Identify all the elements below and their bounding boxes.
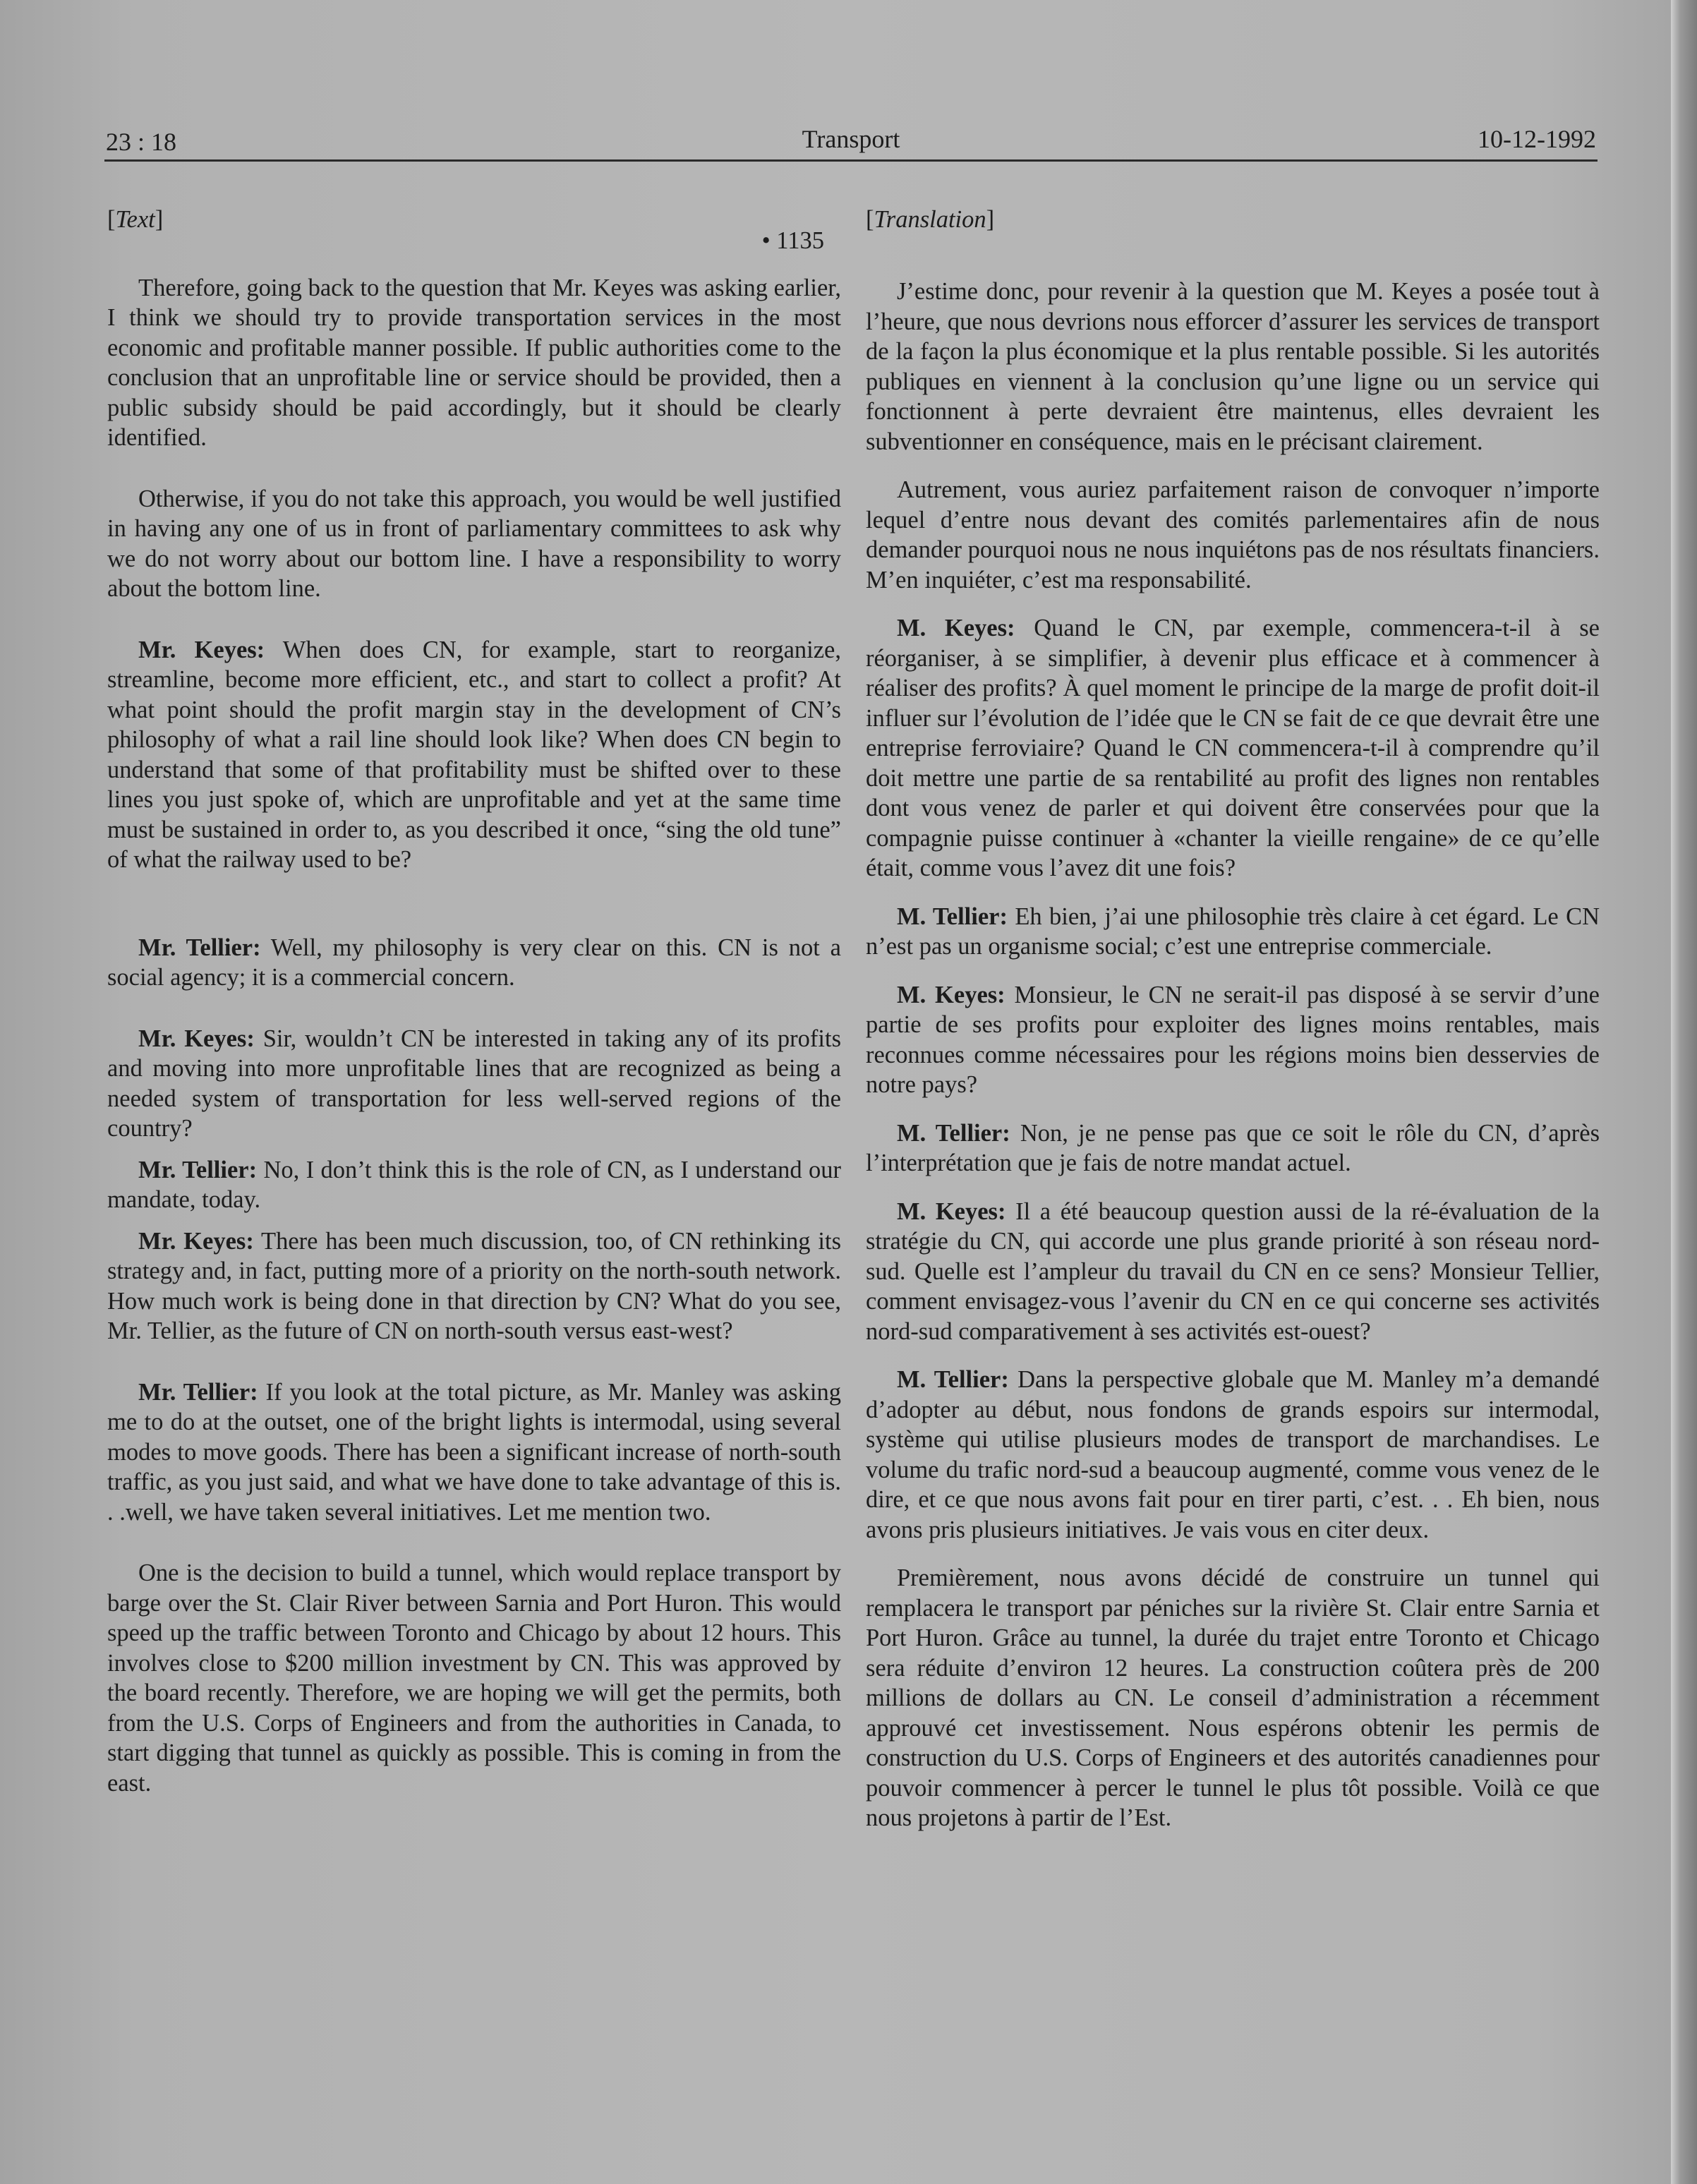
page-header [106, 121, 1596, 161]
french-column [866, 205, 1600, 1833]
speaker-name: M. Keyes: [897, 1197, 1006, 1225]
paragraph: M. Tellier: Non, je ne pense pas que ce soit le rôle du CN, d’après l’interprétation que je fais de notre mandat actuel. [866, 1119, 1600, 1176]
page-number: 23 : 18 [106, 128, 177, 156]
paragraph: Mr. Keyes: There has been much discussion, too, of CN rethinking its strategy and, in fact, putting more of a priority on the north-south network. How much work is being done in that direction by CN? What do you see, Mr. Tellier, as the future of CN on north-south versus east-west? [107, 1227, 841, 1344]
running-title: Transport [802, 125, 900, 153]
speaker-name: Mr. Tellier: [138, 1378, 258, 1406]
paragraph: One is the decision to build a tunnel, which would replace transport by barge over the St. Clair River between Sarnia and Port Huron. This would speed up the traffic between Toronto and Chicago by about 12 hours. This involves close to $200 million investment by CN. This was approved by the board recently. Therefore, we are hoping we will get the permits, both from the U.S. Corps of Engineers and from the authorities in Canada, to start digging that tunnel as quickly as possible. This is coming in from the east. [107, 1559, 841, 1797]
page-date: 10-12-1992 [1478, 125, 1596, 153]
page-edge [1671, 0, 1697, 2184]
paragraph: Therefore, going back to the question that Mr. Keyes was asking earlier, I think we should try to provide transportation services in the most economic and profitable manner possible. If public authorities come to the conclusion that an unprofitable line or service should be provided, then a public subsidy should be paid accordingly, but it should be clearly identified. [107, 274, 841, 451]
speaker-name: M. Keyes: [897, 615, 1015, 641]
speaker-name: M. Tellier: [897, 903, 1008, 930]
paragraph: M. Keyes: Il a été beaucoup question aussi de la ré-évaluation de la stratégie du CN, qui accorde une plus grande priorité à son réseau nord-sud. Quelle est l’ampleur du travail du CN en ce sens? Monsieur Tellier, comment envisagez-vous l’avenir du CN en ce qui concerne ses activités nord-sud comparativement à ses activités est-ouest? [866, 1197, 1600, 1345]
paragraph: Premièrement, nous avons décidé de construire un tunnel qui remplacera le transport par péniches sur la rivière St. Clair entre Sarnia et Port Huron. Grâce au tunnel, la durée du trajet entre Toronto et Chicago sera réduite d’environ 12 heures. La construction coûtera près de 200 millions de dollars au CN. Le conseil d’administration a récemment approuvé cet investissement. Nous espérons obtenir les permis de construction du U.S. Corps of Engineers et des autorités canadiennes pour pouvoir commencer à percer le tunnel le plus tôt possible. Voilà ce que nous projetons à partir de l’Est. [866, 1564, 1600, 1831]
paragraph: Mr. Tellier: No, I don’t think this is the role of CN, as I understand our mandate, today. [107, 1156, 841, 1213]
paragraph: Mr. Tellier: If you look at the total picture, as Mr. Manley was asking me to do at the outset, one of the bright lights is intermodal, using several modes to move goods. There has been a significant increase of north-south traffic, as you just said, and what we have done to take advantage of this is. . .well, we have taken several initiatives. Let me mention two. [107, 1378, 841, 1526]
speaker-name: M. Tellier: [897, 1366, 1009, 1393]
speaker-name: Mr. Keyes: [138, 1025, 255, 1052]
paragraph: Otherwise, if you do not take this approach, you would be well justified in having any one of us in front of parliamentary committees to ask why we do not worry about our bottom line. I have a responsibility to worry about the bottom line. [107, 485, 841, 602]
speaker-name: Mr. Keyes: [138, 636, 265, 663]
paragraph: Mr. Tellier: Well, my philosophy is very clear on this. CN is not a social agency; it is a commercial concern. [107, 934, 841, 991]
speaker-name: Mr. Tellier: [138, 934, 261, 961]
speaker-name: Mr. Tellier: [138, 1156, 258, 1183]
paragraph: M. Keyes: Quand le CN, par exemple, commencera-t-il à se réorganiser, à se simplifier, à devenir plus efficace et à commencer à réaliser des profits? À quel moment le principe de la marge de profit doit-il influer sur l’évolution de l’idée que le CN se fait de ce que devrait être une entreprise ferroviaire? Quand le CN commencera-t-il à comprendre qu’il doit mettre une partie de sa rentabilité au profit des lignes non rentables dont vous venez de parler et qui doivent être conservées pour que la compagnie puisse continuer à «chanter la vieille rengaine» de ce qu’elle était, comme vous l’avez dit une fois? [866, 615, 1600, 881]
header-rule [104, 159, 1598, 162]
speaker-name: M. Keyes: [897, 981, 1005, 1008]
speaker-name: Mr. Keyes: [138, 1227, 254, 1255]
english-column [107, 205, 841, 1798]
paragraph: M. Tellier: Eh bien, j’ai une philosophie très claire à cet égard. Le CN n’est pas un organisme social; c’est une entreprise commerciale. [866, 903, 1600, 960]
paragraph: Mr. Keyes: Sir, wouldn’t CN be interested in taking any of its profits and moving into more unprofitable lines that are recognized as being a needed system of transportation for less well-served regions of the country? [107, 1025, 841, 1142]
paragraph: M. Keyes: Monsieur, le CN ne serait-il pas disposé à se servir d’une partie de ses profits pour exploiter des lignes moins rentables, mais reconnues comme nécessaires pour les régions moins bien desservies de notre pays? [866, 981, 1600, 1098]
column-tag: [Translation] [866, 206, 995, 233]
paragraph: J’estime donc, pour revenir à la question que M. Keyes a posée tout à l’heure, que nous devrions nous efforcer d’assurer les services de transport de la façon la plus économique et la plus rentable possible. Si les autorités publiques en viennent à la conclusion qu’une ligne ou un service qui fonctionnent à perte devraient être maintenus, elles devraient les subventionner en conséquence, mais en le précisant clairement. [866, 278, 1600, 455]
paragraph: M. Tellier: Dans la perspective globale que M. Manley m’a demandé d’adopter au début, nous fondons de grands espoirs sur intermodal, système qui utilise plusieurs modes de transport de marchandises. Le volume du trafic nord-sud a beaucoup augmenté, comme vous venez de le dire, et ce que nous avons fait pour en tirer parti, c’est. . . Eh bien, nous avons pris plusieurs initiatives. Je vais vous en citer deux. [866, 1366, 1600, 1543]
time-marker: • 1135 [761, 227, 824, 254]
paragraph: Autrement, vous auriez parfaitement raison de convoquer n’importe lequel d’entre nous devant des comités parlementaires afin de nous demander pourquoi nous ne nous inquiétons pas de nos résultats financiers. M’en inquiéter, c’est ma responsabilité. [866, 476, 1600, 593]
speaker-name: M. Tellier: [897, 1119, 1010, 1147]
column-tag: [Text] [107, 206, 164, 233]
paragraph: Mr. Keyes: When does CN, for example, start to reorganize, streamline, become more efficient, etc., and start to collect a profit? At what point should the profit margin stay in the development of CN’s philosophy of what a rail line should look like? When does CN begin to understand that some of that profitability must be shifted over to these lines you just spoke of, which are unprofitable and yet at the same time must be sustained in order to, as you described it once, “sing the old tune” of what the railway used to be? [107, 636, 841, 873]
